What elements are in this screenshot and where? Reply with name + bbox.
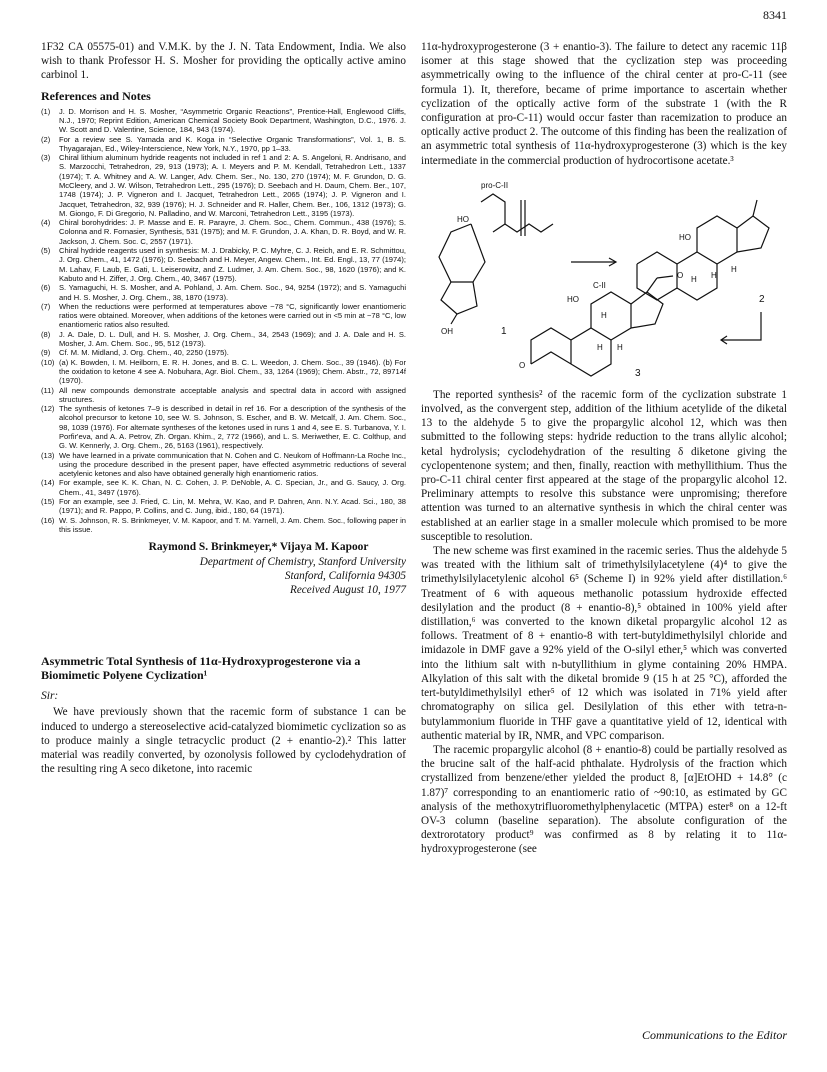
salutation: Sir: xyxy=(41,690,59,703)
section-footer: Communications to the Editor xyxy=(642,1028,787,1042)
reference-number: (13) xyxy=(41,450,55,460)
oh-label: OH xyxy=(441,326,453,336)
h-label-2b: H xyxy=(691,274,697,284)
reference-item xyxy=(41,348,406,357)
references-heading: References and Notes xyxy=(41,88,151,103)
reference-number: (8) xyxy=(41,329,51,339)
reference-item xyxy=(41,135,406,154)
reference-item xyxy=(41,302,406,330)
reference-text: J. D. Morrison and H. S. Mosher, “Asymmetric Organic Reactions”, Prentice-Hall, Englewood Cliffs, N.J., 1970; Reprint Edition, American Chemical Society Book Department, Washington, D.C., 1976. J. W. Scott and D. Valentine, Science, 184, 943 (1974). xyxy=(59,106,406,135)
acknowledgment: 1F32 CA 05575-01) and V.M.K. by the J. N. Tata Endowment, India. We also wish to thank Professor H. S. Mosher for providing the optically active amino carbinol 1. xyxy=(41,41,406,82)
reference-number: (6) xyxy=(41,283,51,293)
references-list xyxy=(41,107,406,535)
reference-number: (14) xyxy=(41,478,55,488)
reference-number: (5) xyxy=(41,246,51,256)
reference-number: (11) xyxy=(41,385,54,395)
ho-label-2: HO xyxy=(679,232,691,242)
reference-text: Chiral borohydrides: J. P. Masse and E. R. Parayre, J. Chem. Soc., Chem. Commun., 438 (1976); S. Colonna and R. Fornasier, Synthesis, 531 (1975); and M. F. Grundon, J. A. Khan, D. R. Boyd, and W. R. Jackson, J. Chem. Soc. C, 2557 (1971). xyxy=(59,218,406,246)
structure-drawing xyxy=(421,172,787,382)
reference-text: Chiral hydride reagents used in synthesis: M. J. Drabicky, P. C. Myhre, C. J. Reich, and E. R. Schmittou, J. Org. Chem., 41, 1472 (1976); D. Seebach and H. Meyer, Angew. Chem., Int. Ed. Engl., 13, 77 (1974); M. Lahav, F. Laub, E. Gati, L. Leiserowitz, and Z. Ludmer, J. Am. Chem. Soc., 98, 1620 (1976); and K. Kabuto and H. Ziffer, J. Org. Chem., 40, 3467 (1975). xyxy=(59,246,407,283)
reference-number: (10) xyxy=(41,357,55,367)
c11-label: C-II xyxy=(593,280,606,290)
acetyl-bond xyxy=(647,278,657,292)
reference-item xyxy=(41,497,406,516)
reference-item xyxy=(41,218,406,246)
ho-label-1: HO xyxy=(457,214,469,224)
h-label-3b: H xyxy=(597,342,603,352)
compound-3-label: 3 xyxy=(635,367,641,379)
reference-number: (2) xyxy=(41,134,51,144)
acetyl-bond-2 xyxy=(657,276,673,278)
reference-item xyxy=(41,330,406,349)
reference-text: We have learned in a private communication that N. Cohen and C. Neukom of Hoffmann-La Roche Inc., using the procedure described in the present paper, have effected asymmetric reductions of several acetylenic ketones and also have obtained generally high enantiomeric ratios. xyxy=(59,450,406,479)
right-column xyxy=(421,40,787,857)
reference-text: For a review see S. Yamada and K. Koga in “Selective Organic Transformations”, Vol. 1, B. S. Thyagarajan, Ed., Wiley-Interscience, New York, N.Y., 1970, pp 1–33. xyxy=(59,134,406,153)
reference-number: (1) xyxy=(41,106,51,116)
reference-item xyxy=(41,404,406,450)
author-department: Department of Chemistry, Stanford University xyxy=(199,556,406,569)
ring-a-3 xyxy=(531,328,611,376)
reference-text: For an example, see J. Fried, C. Lin, M. Mehra, W. Kao, and P. Dahren, Ann. N.Y. Acad. Sci., 180, 38 (1971); and R. Pappo, P. Collins, and C. Jung, ibid., 180, 64 (1971). xyxy=(59,497,406,516)
reference-item xyxy=(41,358,406,386)
reference-text: J. A. Dale, D. L. Dull, and H. S. Mosher, J. Org. Chem., 34, 2543 (1969); and J. A. Dale and H. S. Mosher, J. Am. Chem. Soc., 95, 512 (1973). xyxy=(59,329,406,349)
compound-2-label: 2 xyxy=(759,293,765,305)
carbonyl-bond xyxy=(753,200,757,216)
ring-d-3 xyxy=(631,292,663,328)
reference-number: (7) xyxy=(41,301,51,311)
reference-text: Chiral lithium aluminum hydride reagents not included in ref 1 and 2: A. S. Angeloni, R. Andrisano, and S. Marzocchi, Tetrahedron, 29, 913 (1973); A. I. Meyers and P. M. Kendall, Tetrahedron Lett., 1337 (1974); T. A. Whitney and A. W. Langer, Adv. Chem. Ser., No. 130, 270 (1974); M. F. Grundon, D. G. McCleery, and J. W. Wilson, Tetrahedron Lett., 295 (1976); D. Seebach and H. Daum, Chem. Ber., 107, 1748 (1974); J. P. Vigneron and I. Jacquet, Tetrahedron Lett., 2065 (1974); J. P. Vigneron and I. Jacquet, Tetrahedron, 32, 939 (1976); H. J. Schneider and R. Haller, Chem. Ber., 106, 1312 (1973); G. M. Giongo, F. Di Gregorio, N. Palladino, and W. Marconi, Tetrahedron Lett., 3195 (1973). xyxy=(59,153,406,218)
reference-text: All new compounds demonstrate acceptable analysis and spectral data in accord with assigned structures. xyxy=(59,385,406,404)
author-signature xyxy=(41,540,406,597)
reference-number: (4) xyxy=(41,218,51,228)
article-title: Asymmetric Total Synthesis of 11α-Hydroxyprogesterone via a Biomimetic Polyene Cyclization¹ xyxy=(41,654,361,682)
compound-1-label: 1 xyxy=(501,325,507,337)
reference-item xyxy=(41,516,406,535)
body-paragraph-left: We have previously shown that the racemic form of substance 1 can be induced to undergo a stereoselective acid-catalyzed biomimetic cyclization so as to produce mainly a single tetracyclic product (2 + enantio-2).² This latter material was readily converted, by ozonolysis followed by cyclodehydration of the resulting ring A seco diketone, into racemic xyxy=(41,706,406,776)
reference-text: (a) K. Bowden, I. M. Heilborn, E. R. H. Jones, and B. C. L. Weedon, J. Chem. Soc., 39 (1946). (b) For the oxidation to ketone 4 see A. Nobuhara, Agr. Biol. Chem., 33, 1264 (1969); Chem. Abstr., 72, 89714f (1970). xyxy=(59,357,406,386)
h-label-3a: H xyxy=(601,310,607,320)
ring-a-3b xyxy=(531,328,571,364)
reference-number: (12) xyxy=(41,404,55,414)
reference-text: The synthesis of ketones 7–9 is described in detail in ref 16. For a description of the synthesis of the alcohol precursor to ketone 10, see W. S. Johnson, S. Escher, and B. W. Metcalf, J. Am. Chem. Soc., 98, 1039 (1976). For alternate syntheses of the ketones used in runs 1 and 4, see E. S. Turbanova, Y. I. Porfir'eva, and A. A. Petrov, Zh. Organ. Khim., 2, 772 (1966), and L. S. Meriwether, E. C. Colthup, and G. W. Kennerly, J. Org. Chem., 26, 5163 (1961), respectively. xyxy=(59,404,406,451)
reference-text: When the reductions were performed at temperatures above −78 °C, significantly lower enantiomeric ratios were obtained. Moreover, when additions of the ketones were carried out in <5 min at −78 °C, low enantiomeric ratios also resulted. xyxy=(59,301,406,330)
polyene-chain xyxy=(481,194,553,232)
body-paragraph-2: The reported synthesis² of the racemic form of the cyclization substrate 1 involved, as the convergent step, addition of the lithium acetylide of the diketal 13 to the aldehyde 5 to give the propargylic alcohol 12, which was then submitted to the following steps: hydride reduction to the trans allylic alcohol; ketal hydrolysis; cyclodehydration of the resulting δ diketone giving the cyclopentenone system; and then, finally, reaction with methyllithium. Thus the pro-C-11 chiral center first appeared at the stage of the propargylic alcohol 12. Preliminary attempts to resolve this substance were unpromising; therefore attention was turned to an alternative synthesis in which the chiral center was established at an earlier stage in a smaller molecule which promised to be more susceptible to resolution. xyxy=(421,388,787,543)
bond xyxy=(493,224,505,232)
reference-item xyxy=(41,451,406,479)
reference-item xyxy=(41,386,406,405)
body-paragraph-3: The new scheme was first examined in the racemic series. Thus the aldehyde 5 was treated with the lithium salt of trimethylsilylacetylene (4)⁴ to give the trimethylsilylacetylenic alcohol 6⁵ (Scheme I) in 92% yield after distillation.⁶ Treatment of 6 with aqueous methanolic potassium hydroxide effected desilylation and the product (8 + enantio-8),⁵ obtained in 100% yield after distillation,⁶ was converted to the known diketal propargylic alcohol 12 as follows. Treatment of 8 + enantio-8 with tert-butyldimethylsilyl chloride and imidazole in DMF gave a 92% yield of the O-silyl ether,⁵ which was converted into the lithium salt with n-butyllithium in glyme containing 20% HMPA. Alkylation of this salt with the diketal bromide 9 (15 h at 25 °C), afforded the tert-butyldimethylsilyl ether⁵ of 12 which was isolated in 71% yield after chromatography on silica gel. Desilylation of this ether with tetra-n-butylammonium fluoride in THF gave a quantitative yield of 12, identical with authentic material by IR, NMR, and VPC comparison. xyxy=(421,545,787,742)
ketone-o-label: O xyxy=(519,360,526,370)
ring-c xyxy=(697,216,737,264)
h-label-2a: H xyxy=(711,270,717,280)
reference-text: Cf. M. M. Midland, J. Org. Chem., 40, 2250 (1975). xyxy=(59,348,229,358)
reference-text: For example, see K. K. Chan, N. C. Cohen, J. P. DeNoble, A. C. Specian, Jr., and G. Saucy, J. Org. Chem., 41, 3497 (1976). xyxy=(59,478,406,497)
author-names: Raymond S. Brinkmeyer,* Vijaya M. Kapoor xyxy=(148,541,369,554)
page-number: 8341 xyxy=(763,8,787,22)
ring-d xyxy=(737,216,769,252)
chemical-scheme xyxy=(421,172,787,382)
reference-text: W. S. Johnson, R. S. Brinkmeyer, V. M. Kapoor, and T. M. Yarnell, J. Am. Chem. Soc., following paper in this issue. xyxy=(59,515,406,534)
ho-label-3: HO xyxy=(567,294,579,304)
reference-item xyxy=(41,246,406,283)
acetyl-o-label: O xyxy=(677,270,684,280)
h-label-3c: H xyxy=(617,342,623,352)
cyclohexene-ring xyxy=(439,224,485,282)
reference-item xyxy=(41,283,406,302)
h-label-2c: H xyxy=(731,264,737,274)
reference-item xyxy=(41,153,406,218)
reference-text: S. Yamaguchi, H. S. Mosher, and A. Pohland, J. Am. Chem. Soc., 94, 9254 (1972); and S. Yamaguchi and H. S. Mosher, J. Org. Chem., 38, 1870 (1973). xyxy=(59,283,406,302)
ring-c-3 xyxy=(591,292,631,340)
cyclopentenol-ring xyxy=(441,282,477,314)
reference-number: (9) xyxy=(41,348,51,358)
reference-item xyxy=(41,107,406,135)
received-date: Received August 10, 1977 xyxy=(290,584,406,597)
pro-c11-label: pro-C-II xyxy=(481,180,509,190)
body-paragraph-1: 11α-hydroxyprogesterone (3 + enantio-3). The failure to detect any racemic 11β isomer at this stage showed that the cyclization step was proceeding asymmetrically owing to the influence of the chiral center at pro-C-11 (see formula 1). It, therefore, became of prime importance to ascertain whether cyclization of the optically active form of the substrate 1 (with the R configuration at pro-C-11) would occur faster than racemization to produce an optically active product 2. The outcome of this finding has been the realization of an asymmetric total synthesis of 11α-hydroxyprogesterone (3) which is the key intermediate in the commercial production of hydrocortisone acetate.³ xyxy=(421,41,787,167)
reference-number: (3) xyxy=(41,153,51,163)
reference-item xyxy=(41,478,406,497)
body-paragraph-4: The racemic propargylic alcohol (8 + enantio-8) could be partially resolved as the brucine salt of the half-acid phthalate. Hydrolysis of the fraction which crystallized from benzene/ether yielded the product 8, [α]EtOHD + 14.8° (c 1.87)⁷ corresponding to an enantiomeric ratio of ~90:10, as estimated by GC analysis of the methoxytrifluoromethylphenylacetic (MTPA) ester⁸ on a 12-ft OV-3 column (baseline separation). The absolute configuration of the dextrorotatory product⁹ was confirmed as 8 by relating it to 11α-hydroxyprogesterone (see xyxy=(421,743,787,856)
reference-number: (15) xyxy=(41,497,55,507)
author-location: Stanford, California 94305 xyxy=(284,570,406,583)
oh-bond xyxy=(451,314,457,324)
reference-number: (16) xyxy=(41,515,55,525)
return-arrow xyxy=(721,312,761,340)
left-column xyxy=(41,40,406,776)
